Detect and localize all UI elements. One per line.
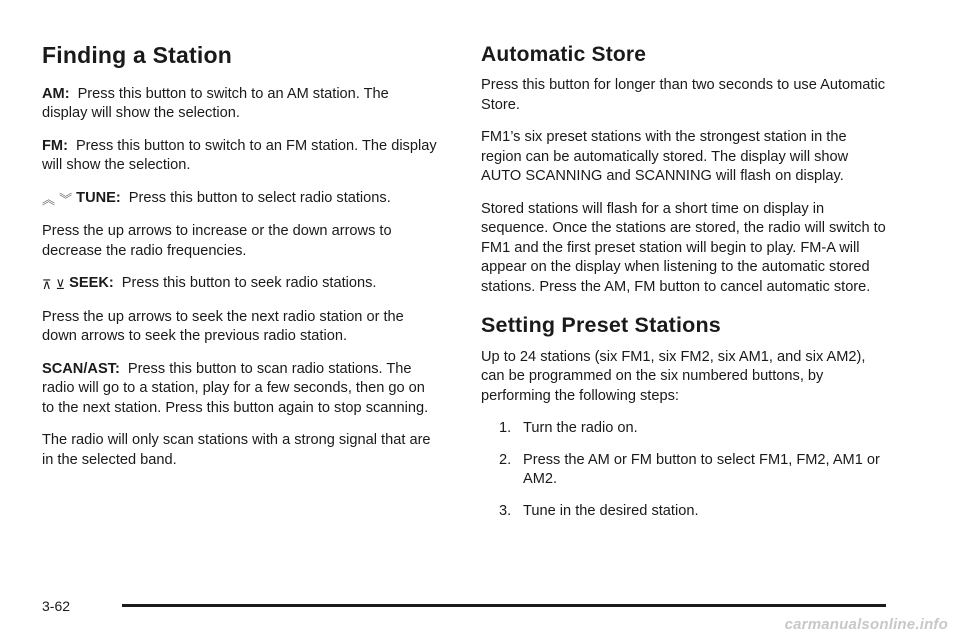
tune-text: Press this button to select radio stations. xyxy=(128,189,391,206)
step-number: 2. xyxy=(499,451,512,468)
scan-label: SCAN/AST: xyxy=(42,360,120,377)
step-text: Press the AM or FM button to select FM1, FM2, AM1 or AM2. xyxy=(523,451,880,488)
left-column xyxy=(42,42,438,483)
am-paragraph xyxy=(42,85,438,124)
finding-station-heading: Finding a Station xyxy=(42,42,232,68)
seek-paragraph xyxy=(42,274,438,295)
tune-label: TUNE: xyxy=(76,189,121,206)
seek-down-arrow-icon: ⊻ xyxy=(55,277,66,293)
list-item xyxy=(499,419,891,439)
fm-paragraph xyxy=(42,137,438,176)
scan-paragraph xyxy=(42,360,438,419)
automatic-store-heading: Automatic Store xyxy=(481,43,647,66)
preset-paragraph: Up to 24 stations (six FM1, six FM2, six AM1, and six AM2), can be programmed on the six numbered buttons, by performing the following steps: xyxy=(481,348,866,404)
am-text: Press this button to switch to an AM station. The display will show the selection. xyxy=(42,85,389,122)
seek-label: SEEK: xyxy=(69,275,114,292)
preset-stations-heading: Setting Preset Stations xyxy=(481,313,721,338)
step-number: 3. xyxy=(499,502,512,519)
footer-divider xyxy=(122,604,886,607)
seek-description: Press the up arrows to seek the next radio station or the down arrows to seek the previous radio station. xyxy=(42,308,404,345)
am-label: AM: xyxy=(42,85,70,102)
seek-text: Press this button to seek radio stations. xyxy=(121,275,377,292)
tune-down-arrows-icon: ︾ xyxy=(59,191,73,207)
step-text: Tune in the desired station. xyxy=(523,502,699,519)
seek-up-arrow-icon: ⊼ xyxy=(42,277,52,293)
fm-label: FM: xyxy=(42,137,68,154)
auto-store-paragraph-2: FM1’s six preset stations with the strongest station in the region can be automatically stored. The display will show AUTO SCANNING and SCANNING will flash on display. xyxy=(481,129,849,185)
watermark: carmanualsonline.info xyxy=(784,616,948,633)
scan-description: The radio will only scan stations with a strong signal that are in the selected band. xyxy=(42,432,431,468)
right-column xyxy=(481,42,891,533)
page-number: 3-62 xyxy=(42,598,71,614)
tune-up-arrows-icon: ︽ xyxy=(42,191,56,207)
scan-text: Press this button to scan radio stations. The radio will go to a station, play for a few seconds, then go on to the next station. Press this button again to stop scanning. xyxy=(42,360,429,416)
list-item xyxy=(499,502,891,522)
auto-store-paragraph-1: Press this button for longer than two seconds to use Automatic Store. xyxy=(481,77,885,113)
tune-paragraph xyxy=(42,189,438,210)
tune-description: Press the up arrows to increase or the down arrows to decrease the radio frequencies. xyxy=(42,223,392,259)
preset-steps-list xyxy=(481,419,891,521)
step-number: 1. xyxy=(499,420,512,437)
list-item xyxy=(499,451,891,490)
fm-text: Press this button to switch to an FM station. The display will show the selection. xyxy=(42,137,437,174)
step-text: Turn the radio on. xyxy=(523,420,638,437)
auto-store-paragraph-3: Stored stations will flash for a short time on display in sequence. Once the stations are stored, the radio will switch to FM1 and the first preset station will begin to play. FM-A will appear on the display when listening to the automatic stored stations. Press the AM, FM button to cancel automatic store. xyxy=(481,200,886,295)
